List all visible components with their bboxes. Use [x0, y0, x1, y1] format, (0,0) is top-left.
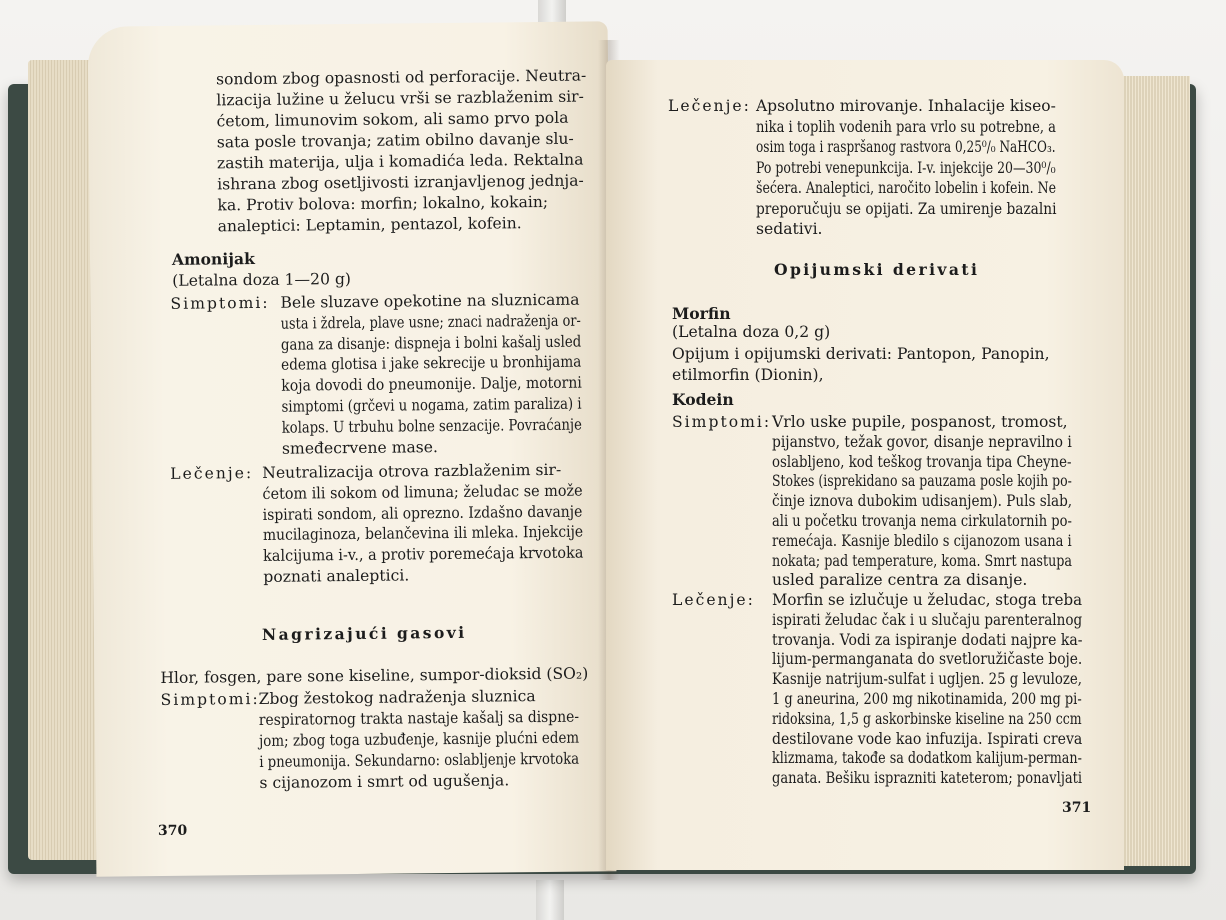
text-line: koja dovodi do pneumonije. Dalje, motorni: [281, 373, 582, 395]
text-line: ćetom, limunovim sokom, ali samo prvo pola: [216, 108, 569, 131]
text-line: Zbog žestokog nadraženja sluznica: [258, 687, 536, 708]
text-line: šećera. Analeptici, naročito lobelin i kofein. Ne: [756, 179, 1057, 197]
text-line: trovanja. Vodi za ispiranje dodati najpre ka-: [772, 630, 1083, 649]
text-line: ganata. Bešiku isprazniti kateterom; ponavljati: [772, 769, 1083, 788]
text-line: i pneumonija. Sekundarno: oslabljenje krvotoka: [259, 749, 580, 771]
gasovi-simptomi-label: Simptomi:: [160, 689, 260, 710]
left-page: [88, 21, 617, 876]
text-line: ispirati želudac čak i u slučaju parenteralnog: [772, 610, 1083, 629]
text-line: sedativi.: [756, 220, 823, 238]
text-line: ka. Protiv bolova: morfin; lokalno, kokain;: [217, 192, 549, 215]
page-number-right: 371: [1062, 800, 1092, 816]
text-line: analeptici: Leptamin, pentazol, kofein.: [217, 214, 522, 236]
text-line: ćetom ili sokom od limuna; želudac se može: [262, 481, 583, 503]
right-page: [606, 60, 1124, 870]
text-line: sondom zbog opasnosti od perforacije. Neutra-: [216, 66, 587, 89]
text-line: kolaps. U trbuhu bolne senzacije. Povraćanje: [281, 415, 582, 437]
text-line: ispirati sondom, ali oprezno. Izdašno davanje: [262, 502, 583, 524]
morfin-dose: (Letalna doza 0,2 g): [672, 323, 831, 341]
text-line: ishrana zbog osetljivosti izranjavljenog jednja-: [217, 171, 584, 194]
text-line: Morfin se izlučuje u želudac, stoga treba: [772, 591, 1083, 609]
text-line: Stokes (isprekidano sa pauzama posle kojih po-: [772, 472, 1072, 491]
text-line: kalcijuma i-v., a protiv poremećaja krvotoka: [263, 543, 584, 566]
text-line: respiratornog trakta nastaje kašalj sa dispne-: [258, 707, 580, 729]
text-line: klizmama, takođe sa dodatkom kalijum-perman-: [772, 749, 1082, 768]
text-line: simptomi (grčevi u nogama, zatim paraliza) i: [281, 394, 582, 416]
text-line: Neutralizacija otrova razblaženim sir-: [262, 460, 562, 482]
text-line: Vrlo uske pupile, pospanost, tromost,: [772, 413, 1068, 431]
text-line: nika i toplih vodenih para vrlo su potrebne, a: [756, 117, 1056, 136]
text-line: usled paralize centra za disanje.: [772, 571, 1028, 590]
text-line: etilmorfin (Dionin),: [672, 365, 824, 384]
morfin-title: Morfin: [672, 304, 731, 323]
text-line: edema glotisa i jake sekrecije u bronhijama: [281, 352, 582, 375]
text-line: gana za disanje: dispneja i bolni kašalj usled: [280, 332, 582, 354]
text-line: smeđecrvene mase.: [281, 437, 439, 458]
kodein-title: Kodein: [672, 390, 734, 409]
text-line: s cijanozom i smrt od ugušenja.: [259, 771, 510, 792]
text-line: pijanstvo, težak govor, disanje nepravilno i: [772, 432, 1072, 451]
amonijak-title: Amonijak: [171, 249, 255, 269]
text-line: Kasnije natrijum-sulfat i ugljen. 25 g levuloze,: [772, 670, 1083, 689]
amonijak-lecenje-label: Lečenje:: [170, 464, 254, 483]
text-line: lizacija lužine u želucu vrši se razblaženim sir-: [216, 87, 584, 110]
text-line: preporučuju se opijati. Za umirenje bazalni: [756, 199, 1057, 218]
amonijak-dose: (Letalna doza 1—20 g): [172, 270, 352, 290]
opijum-section-title: Opijumski derivati: [774, 260, 980, 279]
text-line: remećaja. Kasnije bledilo s cijanozom usana i: [772, 531, 1072, 550]
kodein-lecenje-label: Lečenje:: [672, 591, 755, 609]
text-line: sata posle trovanja; zatim obilno davanje slu-: [216, 129, 574, 152]
text-line: nokata; pad temperature, koma. Smrt nastupa: [772, 551, 1073, 570]
text-line: osim toga i raspršanog rastvora 0,25⁰/₀ NaHCO₃.: [756, 138, 1056, 156]
text-line: 1 g aneurina, 200 mg nikotinamida, 200 mg pi-: [772, 690, 1082, 708]
amonijak-simptomi-label: Simptomi:: [170, 293, 270, 313]
text-line: ridoksina, 1,5 g askorbinske kiseline na 250 ccm: [772, 709, 1082, 728]
gasovi-section-title: Nagrizajući gasovi: [261, 622, 467, 644]
bookmark-ribbon-bottom: [536, 880, 564, 920]
text-line: Bele sluzave opekotine na sluznicama: [280, 290, 580, 312]
text-line: činje iznova dubokim udisanjem). Puls slab,: [772, 492, 1073, 511]
text-line: oslabljeno, kod teškog trovanja tipa Cheyne-: [772, 452, 1072, 471]
text-line: Apsolutno mirovanje. Inhalacije kiseo-: [756, 97, 1056, 115]
text-line: Opijum i opijumski derivati: Pantopon, Panopin,: [672, 345, 1050, 363]
kodein-simptomi-label: Simptomi:: [672, 413, 772, 431]
text-line: zastih materija, ulja i komadića leda. Rektalna: [216, 150, 584, 173]
text-line: lijum-permanganata do svetloružičaste boje.: [772, 650, 1083, 669]
right-lecenje-label: Lečenje:: [668, 97, 751, 115]
text-line: usta i ždrela, plave usne; znaci nadraženja or-: [280, 311, 581, 333]
text-line: poznati analeptici.: [263, 566, 410, 586]
page-number-left: 370: [157, 822, 188, 840]
text-line: mucilaginoza, belančevina ili mleka. Injekcije: [262, 522, 584, 545]
text-line: destilovane vode kao infuzija. Ispirati creva: [772, 729, 1083, 748]
gasovi-subtitle: Hlor, fosgen, pare sone kiseline, sumpor-dioksid (SO₂): [160, 664, 589, 688]
text-line: Po potrebi venepunkcija. I-v. injekcije 20—30⁰/₀: [756, 158, 1056, 177]
text-line: ali u početku trovanja nema cirkulatornih po-: [772, 512, 1072, 530]
text-line: jom; zbog toga uzbuđenje, kasnije plućni edem: [258, 728, 580, 750]
